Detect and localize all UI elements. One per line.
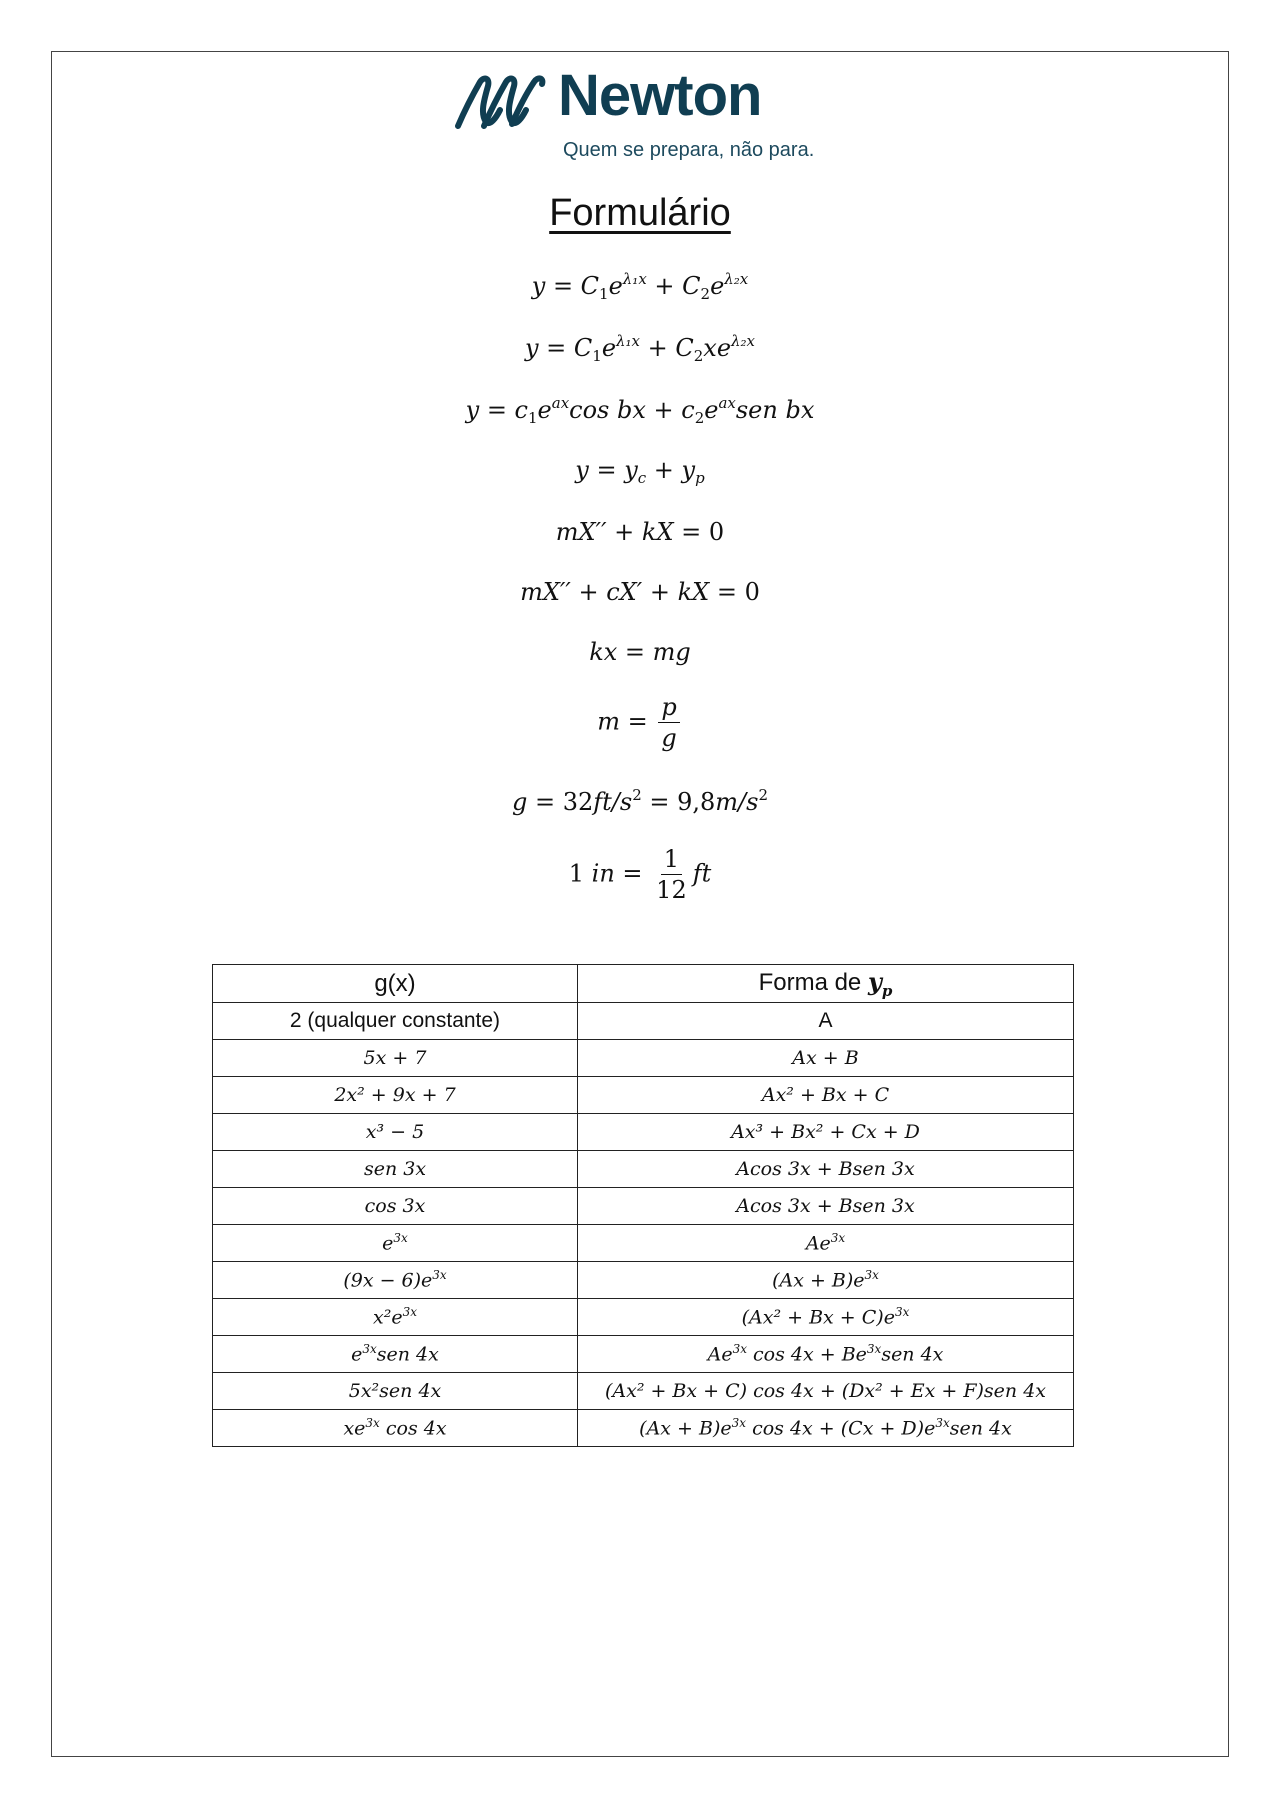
- table-row: [213, 1114, 1074, 1151]
- particular-solution-table: [212, 964, 1074, 1447]
- table-row: [213, 1225, 1074, 1262]
- table-row: [213, 1373, 1074, 1410]
- equation-critically-damped: $y = C_1e^{\lambda_1x} + C_2xe^{\lambda_2x}$: [524, 332, 756, 365]
- table-row: [213, 1410, 1074, 1447]
- page-title: Formulário: [549, 192, 731, 234]
- equation-damped-motion: mX′′ + cX′ + kX = 0: [520, 578, 760, 606]
- table-header-row: [213, 965, 1074, 1003]
- newton-logo: [450, 63, 815, 168]
- cell-gx: cos 3x: [213, 1188, 578, 1225]
- table-row: [213, 1040, 1074, 1077]
- equation-free-motion: mX′′ + kX = 0: [555, 518, 725, 546]
- equation-inch-conversion: 1 in = $\frac{1}{12}$ ft: [568, 845, 712, 905]
- cell-forma-yp: $(Ax + B)e^{3x}$ $\cos 4x + (Cx + D)e^{3x}sen$ 4x: [578, 1410, 1074, 1447]
- cell-forma-yp: $(Ax^2 + Bx + C)e^{3x}$: [578, 1299, 1074, 1336]
- cell-gx: 2 (qualquer constante): [213, 1003, 578, 1040]
- table-row: [213, 1003, 1074, 1040]
- logo-tagline: Quem se prepara, não para.: [563, 139, 815, 161]
- equation-underdamped: $y = c_1e^{ax}\cos$ bx + $c_2e^{ax}sen$ bx: [465, 394, 815, 427]
- newton-logo-mark-icon: [450, 74, 550, 130]
- cell-forma-yp: Ax³ + Bx² + Cx + D: [578, 1114, 1074, 1151]
- header-forma-yp: [578, 965, 1074, 1003]
- table-row: [213, 1262, 1074, 1299]
- cell-gx: $(9x - 6)e^{3x}$: [213, 1262, 578, 1299]
- cell-forma-yp: Acos 3x + Bsen 3x: [578, 1151, 1074, 1188]
- table-row: [213, 1299, 1074, 1336]
- header-forma-sub: p: [881, 982, 893, 1000]
- cell-gx: 2x² + 9x + 7: [213, 1077, 578, 1114]
- logo-brand-name: Newton: [558, 63, 762, 128]
- equation-general-solution: $y = y_c + y_p$: [575, 456, 705, 487]
- cell-gx: $xe^{3x}$ cos 4x: [213, 1410, 578, 1447]
- cell-forma-yp: $(Ax + B)e^{3x}$: [578, 1262, 1074, 1299]
- cell-gx: x³ − 5: [213, 1114, 578, 1151]
- table-row: [213, 1151, 1074, 1188]
- equation-hooke-equilibrium: kx = mg: [589, 638, 691, 666]
- header-forma-label: Forma de: [758, 969, 868, 996]
- header-forma-var: y: [867, 967, 882, 996]
- cell-gx: $e^{3x}$: [213, 1225, 578, 1262]
- cell-forma-yp: Acos 3x + Bsen 3x: [578, 1188, 1074, 1225]
- cell-forma-yp: Ax + B: [578, 1040, 1074, 1077]
- table-row: [213, 1188, 1074, 1225]
- equation-mass: m = $\frac{p}{g}$: [0, 694, 1280, 752]
- cell-forma-yp: $Ae^{3x}$ $\cos 4x + Be^{3x}sen$ 4x: [578, 1336, 1074, 1373]
- header-gx: g(x): [213, 965, 578, 1003]
- equation-overdamped: $y = C_1e^{\lambda_1x} + C_2e^{\lambda_2x}$: [531, 270, 749, 303]
- cell-forma-yp: $Ae^{3x}$: [578, 1225, 1074, 1262]
- table-row: [213, 1077, 1074, 1114]
- cell-forma-yp: Ax² + Bx + C: [578, 1077, 1074, 1114]
- equation-gravity: $g = 32ft/s^2 = 9,8m/s^2$: [511, 786, 769, 816]
- table-row: [213, 1336, 1074, 1373]
- cell-gx: sen 3x: [213, 1151, 578, 1188]
- cell-forma-yp: (Ax² + Bx + C) cos 4x + (Dx² + Ex + F)sen 4x: [578, 1373, 1074, 1410]
- cell-gx: $e^{3x}sen$ 4x: [213, 1336, 578, 1373]
- cell-gx: 5x²sen 4x: [213, 1373, 578, 1410]
- page-border: [51, 51, 1229, 1757]
- cell-forma-yp: A: [578, 1003, 1074, 1040]
- cell-gx: $x^2e^{3x}$: [213, 1299, 578, 1336]
- cell-gx: 5x + 7: [213, 1040, 578, 1077]
